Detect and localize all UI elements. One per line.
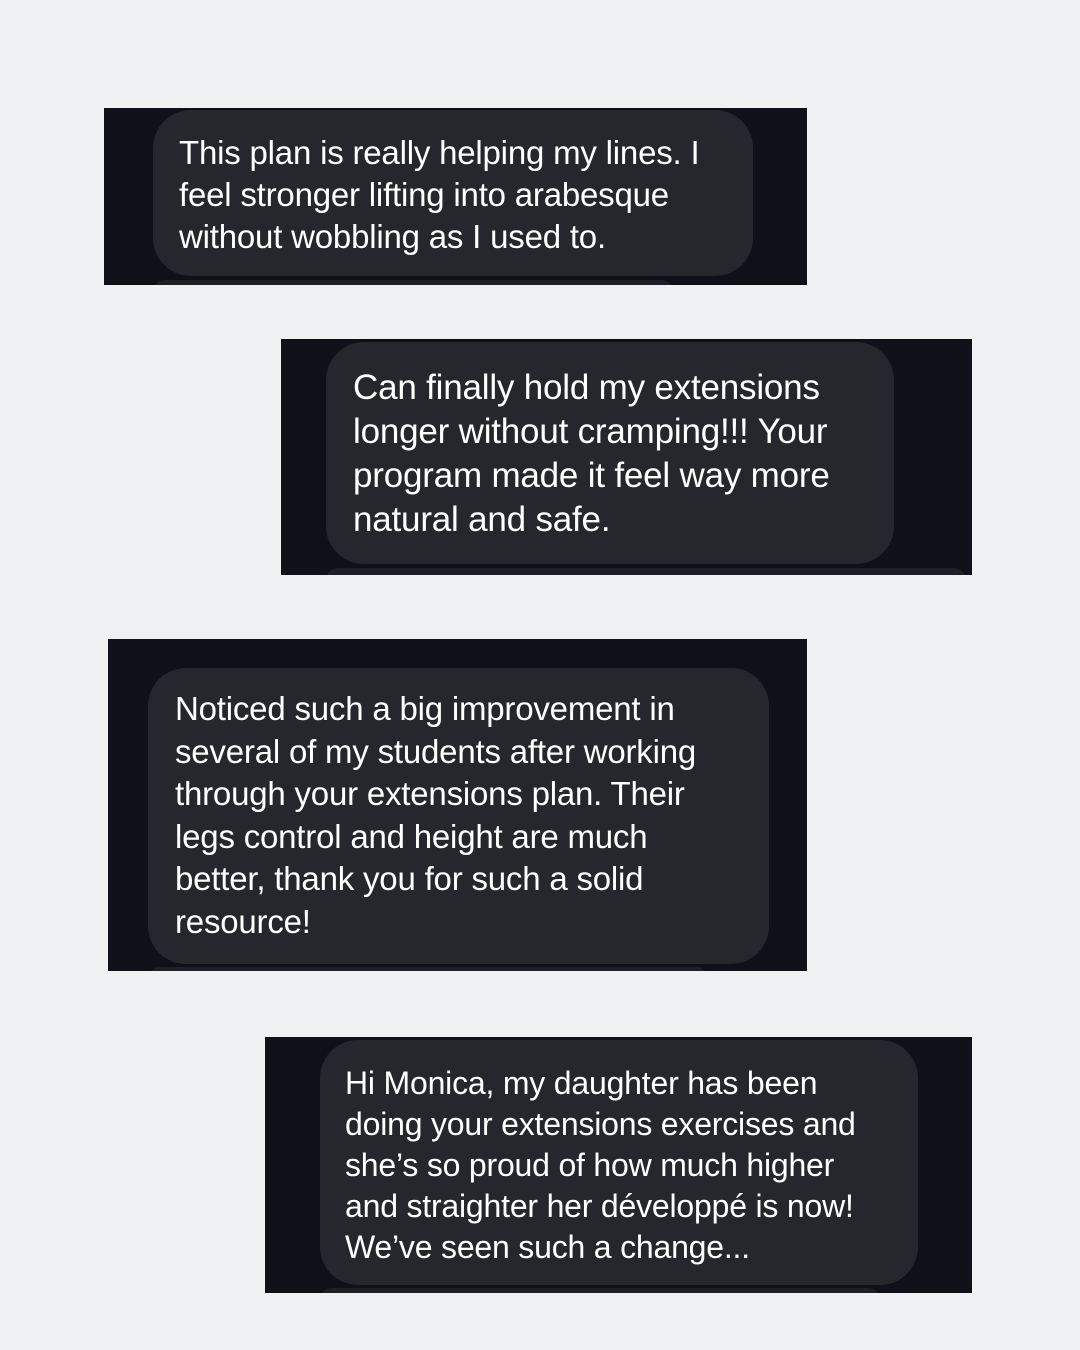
message-bubble: [326, 342, 894, 564]
message-bubble: [148, 668, 769, 964]
message-screenshot-1: [104, 108, 807, 285]
message-bubble: [153, 110, 753, 276]
message-bubble: [320, 1040, 918, 1285]
next-message-bubble-edge: [148, 967, 708, 971]
message-screenshot-4: [265, 1037, 972, 1293]
message-text: Noticed such a big improvement in several of my students after working through your extensions plan. Their legs control and height are much better, thank you for such a solid resource!: [175, 690, 697, 940]
next-message-bubble-edge: [153, 280, 673, 285]
message-text: Can finally hold my extensions longer without cramping!!! Your program made it feel way more natural and safe.: [353, 368, 830, 539]
message-text: This plan is really helping my lines. I feel stronger lifting into arabesque without wobbling as I used to.: [179, 134, 700, 255]
message-text: Hi Monica, my daughter has been doing your extensions exercises and she’s so proud of how much higher and straighter her développé is now! We’ve seen such a change...: [345, 1065, 856, 1265]
message-screenshot-2: [281, 339, 972, 575]
next-message-bubble-edge: [320, 1288, 880, 1293]
message-screenshot-3: [108, 639, 807, 971]
next-message-bubble-edge: [326, 568, 966, 575]
